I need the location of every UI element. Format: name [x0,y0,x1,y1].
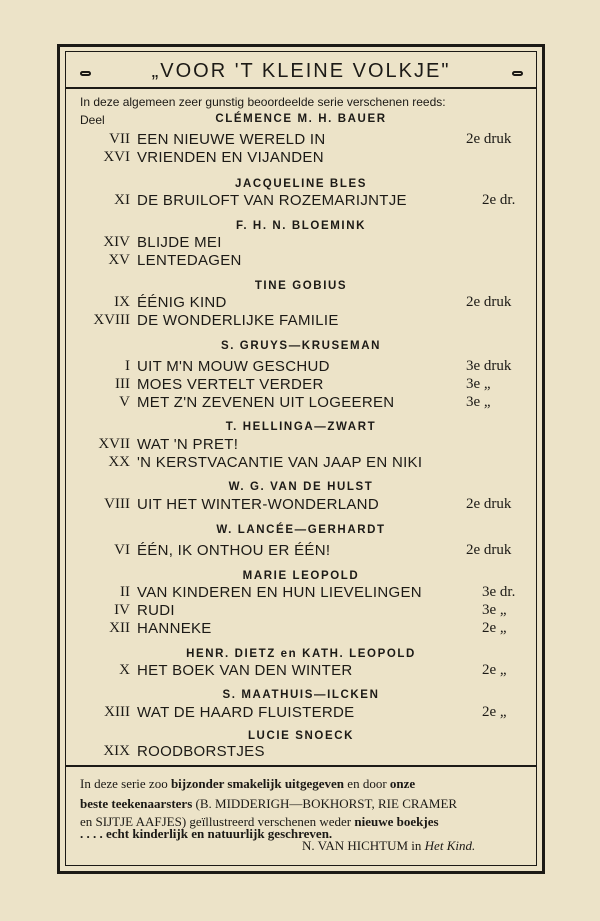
book-number: VII [109,131,130,147]
attribution-source: Het Kind. [424,838,476,853]
book-number: X [119,662,130,678]
author-heading: MARIE LEOPOLD [242,570,360,582]
book-number: XIX [103,743,130,759]
book-number: I [125,358,130,374]
edition-note: 2e druk [466,294,512,310]
book-title: RUDI [137,602,175,619]
book-title: BLIJDE MEI [137,234,222,251]
book-number: XI [114,192,130,208]
book-title: ÉÉN, IK ONTHOU ER ÉÉN! [137,542,331,559]
book-title: UIT M'N MOUW GESCHUD [137,358,330,375]
book-title: VRIENDEN EN VIJANDEN [137,149,324,166]
quote-emphasis: nieuwe boekjes [354,814,439,829]
quote-emphasis: beste teekenaarsters [80,796,193,811]
book-title: WAT DE HAARD FLUISTERDE [137,704,355,721]
intro-text: In deze algemeen zeer gunstig beoordeelde serie verschenen reeds: [80,95,446,109]
book-number: VI [114,542,130,558]
series-title: „VOOR 'T KLEINE VOLKJE" [151,60,451,82]
edition-note: 3e „ [466,394,491,410]
book-title: EEN NIEUWE WERELD IN [137,131,326,148]
book-number: XIV [103,234,130,250]
quote-text: (B. MIDDERIGH—BOKHORST, RIE CRAMER [192,796,458,811]
quote-line-4: . . . . echt kinderlijk en natuurlijk geschreven. [80,826,333,841]
book-number: XII [109,620,130,636]
book-title: DE BRUILOFT VAN ROZEMARIJNTJE [137,192,407,209]
attribution-author: N. VAN HICHTUM in [302,838,425,853]
book-number: VIII [104,496,130,512]
edition-note: 2e druk [466,496,512,512]
author-heading: F. H. N. BLOEMINK [235,220,367,232]
book-title: MET Z'N ZEVENEN UIT LOGEEREN [137,394,395,411]
quote-attribution [302,838,475,854]
quote-text: In deze serie zoo [80,776,171,791]
edition-note: 2e „ [482,662,507,678]
book-number: XV [108,252,130,268]
quote-text: en door [344,776,390,791]
book-number: XX [108,454,130,470]
edition-note: 3e druk [466,358,512,374]
book-number: XVII [98,436,130,452]
book-number: XVIII [93,312,130,328]
quote-text: en SIJTJE AAFJES) geïllustreerd verschenen weder [80,814,355,829]
edition-note: 2e druk [466,131,512,147]
author-heading: HENR. DIETZ en KATH. LEOPOLD [186,648,416,660]
edition-note: 2e „ [482,620,507,636]
book-title: LENTEDAGEN [137,252,242,269]
book-title: ROODBORSTJES [137,743,265,760]
book-number: V [119,394,130,410]
book-number: III [115,376,130,392]
book-title: VAN KINDEREN EN HUN LIEVELINGEN [137,584,422,601]
author-heading: T. HELLINGA—ZWART [225,421,377,433]
deel-label: Deel [80,113,105,127]
edition-note: 3e „ [466,376,491,392]
author-heading: CLÉMENCE M. H. BAUER [215,113,387,125]
book-number: II [120,584,130,600]
footer-rule [65,765,537,767]
author-heading: W. G. VAN DE HULST [228,481,374,493]
book-title: ÉÉNIG KIND [137,294,227,311]
quote-line-1 [80,776,415,792]
book-title: WAT 'N PRET! [137,436,239,453]
book-title: UIT HET WINTER-WONDERLAND [137,496,379,513]
right-ornament [512,71,523,76]
author-heading: TINE GOBIUS [254,280,348,292]
book-title: HANNEKE [137,620,212,637]
author-heading: S. MAATHUIS—ILCKEN [222,689,380,701]
edition-note: 3e „ [482,602,507,618]
edition-note: 2e druk [466,542,512,558]
book-title: HET BOEK VAN DEN WINTER [137,662,353,679]
edition-note: 3e dr. [482,584,516,600]
quote-emphasis: onze [389,776,416,791]
author-heading: W. LANCÉE—GERHARDT [216,524,386,536]
edition-note: 2e dr. [482,192,516,208]
book-title: 'N KERSTVACANTIE VAN JAAP EN NIKI [137,454,423,471]
left-ornament [80,71,91,76]
quote-emphasis: bijzonder smakelijk uitgegeven [170,776,345,791]
book-title: MOES VERTELT VERDER [137,376,324,393]
book-number: IV [114,602,130,618]
author-heading: S. GRUYS—KRUSEMAN [220,340,382,352]
book-number: IX [114,294,130,310]
book-number: XVI [103,149,130,165]
header-rule [65,87,537,89]
book-number: XIII [104,704,130,720]
book-title: DE WONDERLIJKE FAMILIE [137,312,339,329]
edition-note: 2e „ [482,704,507,720]
quote-line-2 [80,796,457,812]
author-heading: JACQUELINE BLES [235,178,367,190]
author-heading: LUCIE SNOECK [247,730,355,742]
